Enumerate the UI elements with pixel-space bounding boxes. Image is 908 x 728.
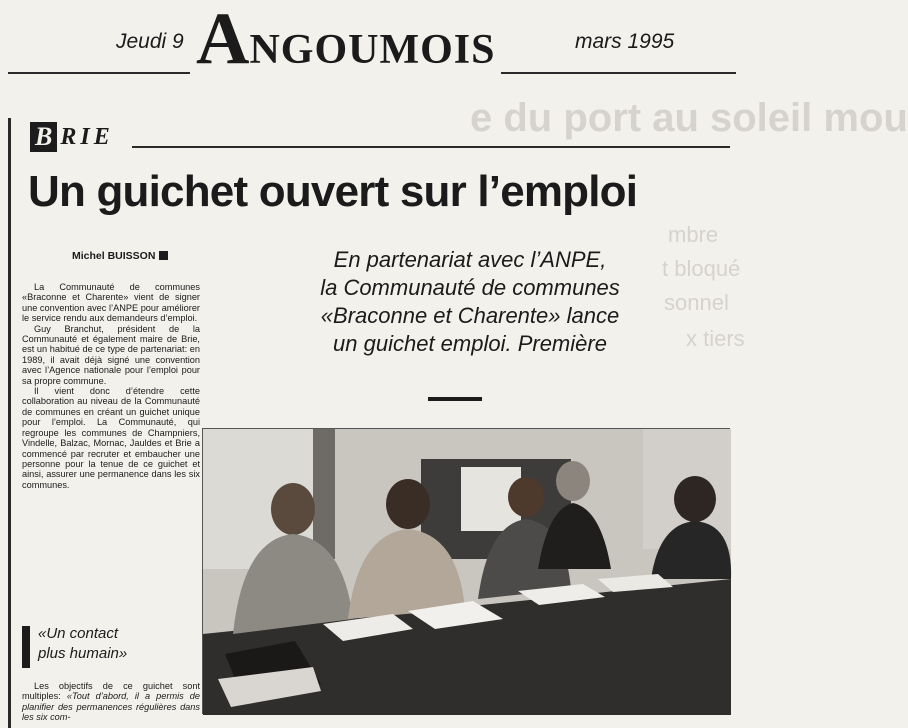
article-headline: Un guichet ouvert sur l’emploi <box>28 167 638 216</box>
masthead-title <box>190 0 501 80</box>
body-paragraph-4 <box>22 681 200 723</box>
subhead-line-1: «Un contact <box>38 625 119 642</box>
subhead-line-2: plus humain» <box>38 645 128 662</box>
article-chapo <box>290 246 650 358</box>
subhead-text <box>38 624 127 664</box>
chapo-rule <box>428 397 482 401</box>
photo-illustration <box>203 429 731 715</box>
ghost-text-1: e du port au soleil mou <box>470 96 908 140</box>
masthead-title-initial: A <box>196 0 250 80</box>
masthead-title-rest: NGOUMOIS <box>249 27 496 73</box>
chapo-line-1: En partenariat avec l’ANPE, <box>333 247 607 272</box>
kicker-rest: RIE <box>60 124 114 150</box>
body-paragraph-1: La Communauté de communes «Braconne et Charente» vient de signer une convention avec l’ANPE pour améliorer le service rendu aux demandeurs d’emploi. <box>22 282 200 324</box>
body-paragraph-2: Guy Branchut, président de la Communauté et également maire de Brie, est un habitué de ce type de partenariat: en 1989, il avait déjà signé une convention avec l’Agence nationale pour l’emploi pour sa propre commune. <box>22 323 200 386</box>
body-paragraph-4-plain: Les objectifs de ce guichet sont multiples: <box>22 681 200 702</box>
ghost-text-2: mbre <box>668 222 719 247</box>
byline-author: Michel BUISSON <box>72 250 156 262</box>
article-body-continued <box>22 681 200 723</box>
article-kicker <box>30 122 114 154</box>
article-body <box>22 282 200 490</box>
chapo-line-2: la Communauté de communes <box>320 275 620 300</box>
article-byline <box>72 250 168 262</box>
article-photo <box>202 428 730 714</box>
ghost-text-4: sonnel <box>664 290 729 315</box>
body-paragraph-3: Il vient donc d’étendre cette collaboration au niveau de la Communauté de communes en créant un guichet unique pour l’emploi. La Communauté, qui regroupe les communes de Champniers, Vindelle, Balzac, Mornac, Jauldes et Brie a commencé par recruter et embaucher une personne pour la tenue de ce guichet et ainsi, assurer une permanence dans les six communes. <box>22 386 200 490</box>
kicker-initial-box: B <box>30 122 57 152</box>
body-paragraph-4-quote: «Tout d’abord, il a permis de planifier des permanences régulières dans les six com- <box>22 691 201 723</box>
masthead-month: mars 1995 <box>575 30 675 53</box>
kicker-rule <box>132 146 730 148</box>
ghost-text-5: x tiers <box>686 326 745 351</box>
byline-square <box>159 251 168 260</box>
chapo-line-3: «Braconne et Charente» lance <box>320 303 620 328</box>
masthead-day: Jeudi 9 <box>116 30 184 53</box>
article-left-border <box>8 118 11 728</box>
subhead-bar <box>22 626 30 668</box>
chapo-line-4: un guichet emploi. Première <box>333 331 607 356</box>
masthead <box>0 0 748 82</box>
ghost-text-3: t bloqué <box>662 256 741 281</box>
article-subhead <box>22 624 200 670</box>
